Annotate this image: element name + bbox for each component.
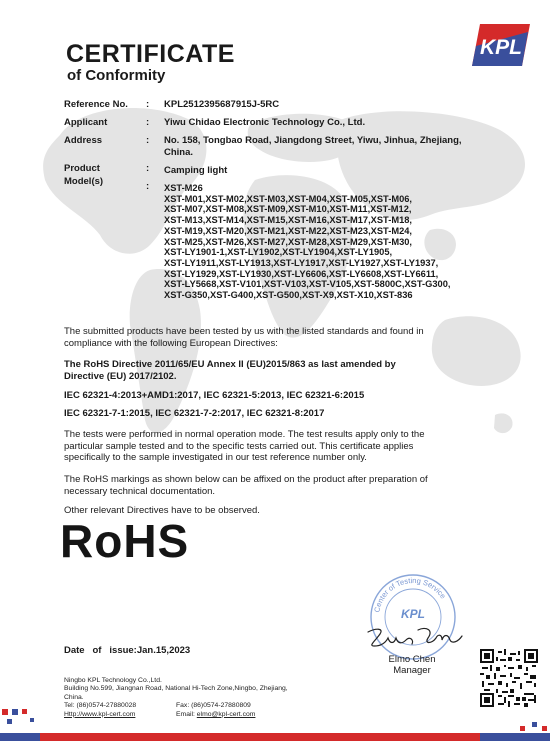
tests-paragraph: The tests were performed in normal operation mode. The test results apply only to the particular sample tested and to the specific tests carried out. This certificate applies specifically to the sample investigated in our test reference number only. xyxy=(64,429,425,463)
qr-code xyxy=(480,649,538,707)
field-colon: : xyxy=(146,117,150,128)
field-colon: : xyxy=(146,163,150,174)
model-line: XST-M13,XST-M14,XST-M15,XST-M16,XST-M17,XST-M18, xyxy=(164,215,412,226)
field-value-address: No. 158, Tongbao Road, Jiangdong Street, Yiwu, Jinhua, Zhejiang, China. xyxy=(164,135,462,158)
model-line: XST-LY1911,XST-LY1913,XST-LY1917,XST-LY1927,XST-LY1937, xyxy=(164,257,439,268)
model-line: XST-M07,XST-M08,XST-M09,XST-M10,XST-M11,XST-M12, xyxy=(164,204,412,215)
field-value-product: Camping light xyxy=(164,165,228,176)
model-line: XST-LY1901-1,XST-LY1902,XST-LY1904,XST-LY1905, xyxy=(164,247,393,258)
issue-date: Date of issue:Jan.15,2023 xyxy=(64,645,191,656)
rohs-mark: RoHS xyxy=(60,515,190,567)
footer-address-1: Building No.599, Jiangnan Road, National Hi-Tech Zone,Ningbo, Zhejiang, xyxy=(64,685,288,693)
field-colon: : xyxy=(146,181,150,192)
kpl-logo xyxy=(470,22,532,68)
footer-address-2: China. xyxy=(64,693,84,701)
model-line: XST-LY5668,XST-V101,XST-V103,XST-V105,XST-5800C,XST-G300, xyxy=(164,279,451,290)
seal-ring-text: Center of Testing Service xyxy=(372,575,448,614)
logo-text: KPL xyxy=(480,36,522,59)
other-directives-paragraph: Other relevant Directives have to be observed. xyxy=(64,505,260,516)
field-label-address: Address xyxy=(64,135,103,146)
markings-paragraph: The RoHS markings as shown below can be affixed on the product after preparation of necessary technical documentation. xyxy=(64,474,428,497)
signer-name: Elmo Chen xyxy=(388,654,436,665)
field-value-reference: KPL2512395687915J-5RC xyxy=(164,99,280,110)
model-line: XST-M26 xyxy=(164,183,203,193)
footer-email-label: Email: xyxy=(176,710,197,718)
standards-line-2: IEC 62321-7-1:2015, IEC 62321-7-2:2017, IEC 62321-8:2017 xyxy=(64,408,325,419)
field-value-applicant: Yiwu Chidao Electronic Technology Co., Ltd. xyxy=(164,117,366,128)
model-line: XST-G350,XST-G400,XST-G500,XST-X9,XST-X10,XST-836 xyxy=(164,290,413,301)
signature xyxy=(362,620,468,654)
tested-paragraph: The submitted products have been tested by us with the listed standards and found in compliance with the following European Directives: xyxy=(64,326,424,349)
standards-line-1: IEC 62321-4:2013+AMD1:2017, IEC 62321-5:2013, IEC 62321-6:2015 xyxy=(64,390,365,401)
certificate-title: CERTIFICATE xyxy=(66,40,235,68)
certificate-subtitle: of Conformity xyxy=(67,67,166,84)
seal-logo-text: KPL xyxy=(401,607,425,621)
field-label-product: Product xyxy=(64,163,100,174)
field-label-models: Model(s) xyxy=(64,176,104,187)
model-list xyxy=(164,183,450,301)
directive-paragraph: The RoHS Directive 2011/65/EU Annex II (EU)2015/863 as last amended by Directive (EU) 2017/2102. xyxy=(64,359,396,382)
signer-title: Manager xyxy=(393,665,431,676)
field-label-applicant: Applicant xyxy=(64,117,108,128)
model-line: XST-LY1929,XST-LY1930,XST-LY6606,XST-LY6608,XST-LY6611, xyxy=(164,268,439,279)
footer-company: Ningbo KPL Technology Co.,Ltd. xyxy=(64,677,162,684)
field-label-reference: Reference No. xyxy=(64,99,128,110)
footer-decoration xyxy=(0,706,550,741)
field-colon: : xyxy=(146,99,150,110)
footer-website-link[interactable]: Http://www.kpl-cert.com xyxy=(64,710,136,718)
footer-fax: Fax: (86)0574-27880809 xyxy=(176,702,251,710)
model-line: XST-M01,XST-M02,XST-M03,XST-M04,XST-M05,XST-M06, xyxy=(164,193,412,204)
footer-email-link[interactable]: elmo@kpl-cert.com xyxy=(196,710,256,718)
footer-tel: Tel: (86)0574-27880028 xyxy=(64,702,137,710)
model-line: XST-M25,XST-M26,XST-M27,XST-M28,XST-M29,XST-M30, xyxy=(164,236,412,247)
model-line: XST-M19,XST-M20,XST-M21,XST-M22,XST-M23,XST-M24, xyxy=(164,225,412,236)
field-colon: : xyxy=(146,135,150,146)
